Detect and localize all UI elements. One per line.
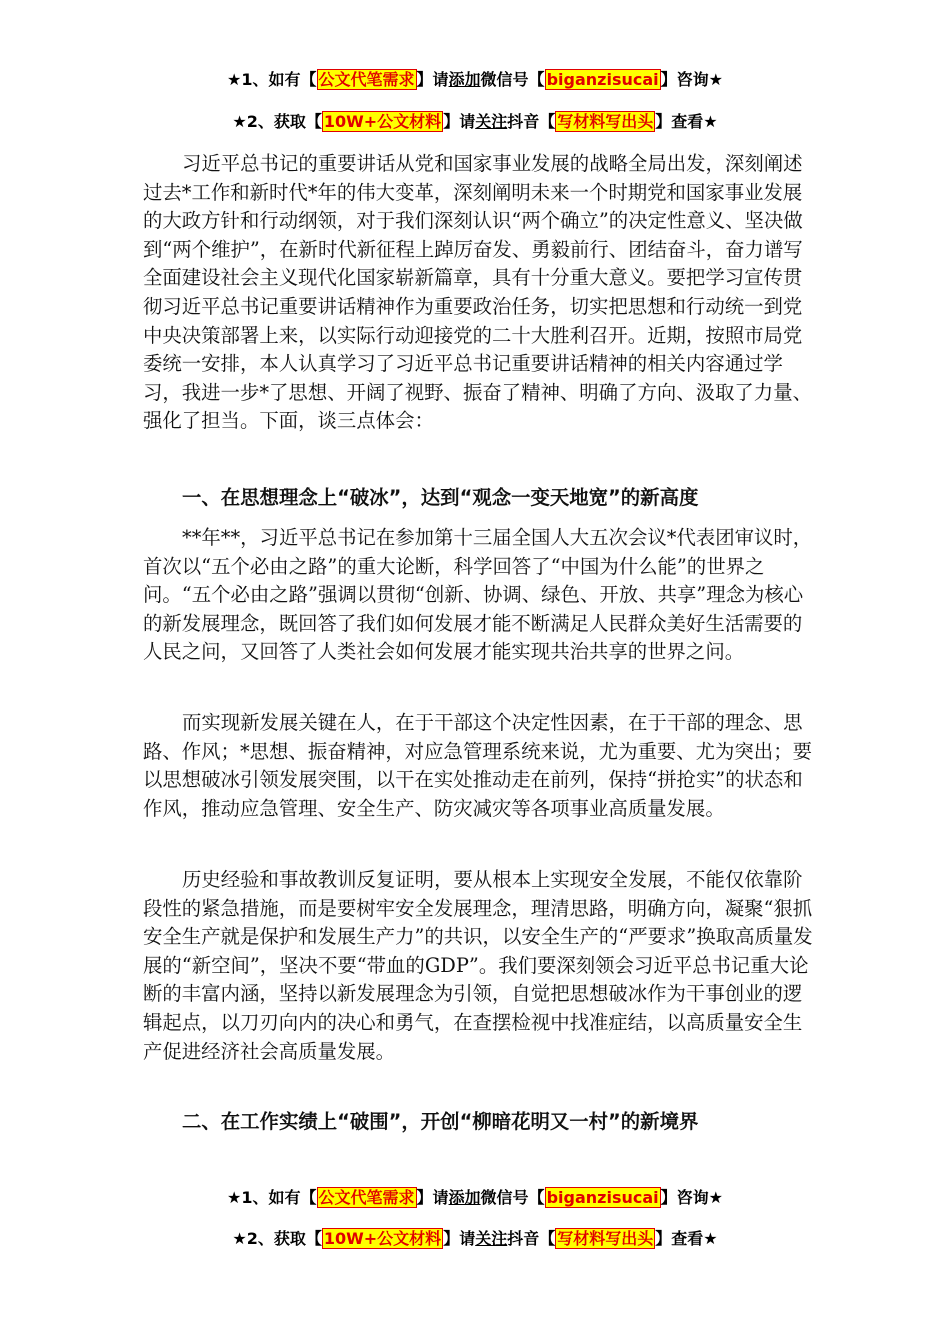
banner-highlight: 10W+公文材料 [323, 1229, 442, 1248]
top-banner-line-2 [0, 110, 950, 134]
banner-text: 】查看★ [655, 1229, 718, 1248]
banner-text: ★1、如有【 [227, 70, 317, 89]
banner-highlight: biganzisucai [546, 70, 659, 89]
banner-highlight: 公文代笔需求 [318, 1188, 415, 1207]
banner-highlight: 公文代笔需求 [318, 70, 415, 89]
banner-highlight: 10W+公文材料 [323, 112, 442, 131]
banner-text: 】请 [443, 1229, 476, 1248]
banner-underlined-text: 添加 [448, 1188, 481, 1207]
banner-highlight: 写材料写出头 [557, 1229, 654, 1248]
banner-text: ★1、如有【 [227, 1188, 317, 1207]
paragraph-text: 而实现新发展关键在人，在于干部这个决定性因素，在于干部的理念、思路、作风；*思想、振奋精神，对应急管理系统来说，尤为重要、尤为突出；要以思想破冰引领发展突围，以干在实处推动走在前列，保持“拼抢实”的状态和作风，推动应急管理、安全生产、防灾减灾等各项事业高质量发展。 [143, 711, 812, 820]
banner-text: 微信号【 [480, 1188, 545, 1207]
banner-highlight: biganzisucai [546, 1188, 659, 1207]
banner-underlined-text: 关注 [475, 1229, 508, 1248]
paragraph-text: **年**，习近平总书记在参加第十三届全国人大五次会议*代表团审议时，首次以“五个必由之路”的重大论断，科学回答了“中国为什么能”的世界之问。“五个必由之路”强调以贯彻“创新、协调、绿色、开放、共享”理念为核心的新发展理念，既回答了我们如何发展才能不断满足人民群众美好生活需要的人民之问，又回答了人类社会如何发展才能实现共治共享的世界之问。 [143, 526, 813, 664]
heading-text: 一、在思想理念上“破冰”，达到“观念一变天地宽”的新高度 [182, 486, 699, 509]
body-paragraph-1 [143, 150, 819, 436]
banner-underlined-text: 关注 [475, 112, 508, 131]
bottom-banner-line-2 [0, 1227, 950, 1251]
bottom-banner-line-1 [0, 1186, 950, 1210]
body-paragraph-3 [143, 709, 819, 823]
banner-text: 抖音【 [507, 112, 556, 131]
banner-text: 】查看★ [655, 112, 718, 131]
banner-underlined-text: 添加 [448, 70, 481, 89]
banner-text: 】请 [416, 1188, 449, 1207]
paragraph-text: 历史经验和事故教训反复证明，要从根本上实现安全发展，不能仅依靠阶段性的紧急措施，而是要树牢安全发展理念，理清思路，明确方向，凝聚“狠抓安全生产就是保护和发展生产力”的共识，以安全生产的“严要求”换取高质量发展的“新空间”，坚决不要“带血的GDP”。我们要深刻领会习近平总书记重大论断的丰富内涵，坚持以新发展理念为引领，自觉把思想破冰作为干事创业的逻辑起点，以刀刃向内的决心和勇气，在查摆检视中找准症结，以高质量安全生产促进经济社会高质量发展。 [143, 868, 813, 1063]
body-paragraph-4 [143, 866, 819, 1066]
section-heading-1 [143, 484, 819, 512]
paragraph-text: 习近平总书记的重要讲话从党和国家事业发展的战略全局出发，深刻阐述过去*工作和新时代*年的伟大变革，深刻阐明未来一个时期党和国家事业发展的大政方针和行动纲领，对于我们深刻认识“两个确立”的决定性意义、坚决做到“两个维护”，在新时代新征程上踔厉奋发、勇毅前行、团结奋斗，奋力谱写全面建设社会主义现代化国家崭新篇章，具有十分重大意义。要把学习宣传贯彻习近平总书记重要讲话精神作为重要政治任务，切实把思想和行动统一到党中央决策部署上来，以实际行动迎接党的二十大胜利召开。近期，按照市局党委统一安排，本人认真学习了习近平总书记重要讲话精神的相关内容通过学习，我进一步*了思想、开阔了视野、振奋了精神、明确了方向、汲取了力量、强化了担当。下面，谈三点体会： [143, 152, 812, 433]
banner-text: 】咨询★ [660, 70, 723, 89]
heading-text: 二、在工作实绩上“破围”，开创“柳暗花明又一村”的新境界 [182, 1110, 699, 1133]
banner-text: 】请 [416, 70, 449, 89]
top-banner-line-1 [0, 68, 950, 92]
banner-text: 】咨询★ [660, 1188, 723, 1207]
banner-text: 抖音【 [507, 1229, 556, 1248]
banner-highlight: 写材料写出头 [557, 112, 654, 131]
section-heading-2 [143, 1108, 819, 1136]
banner-text: 】请 [443, 112, 476, 131]
banner-text: ★2、获取【 [232, 112, 322, 131]
body-paragraph-2 [143, 524, 819, 667]
banner-text: ★2、获取【 [232, 1229, 322, 1248]
banner-text: 微信号【 [480, 70, 545, 89]
